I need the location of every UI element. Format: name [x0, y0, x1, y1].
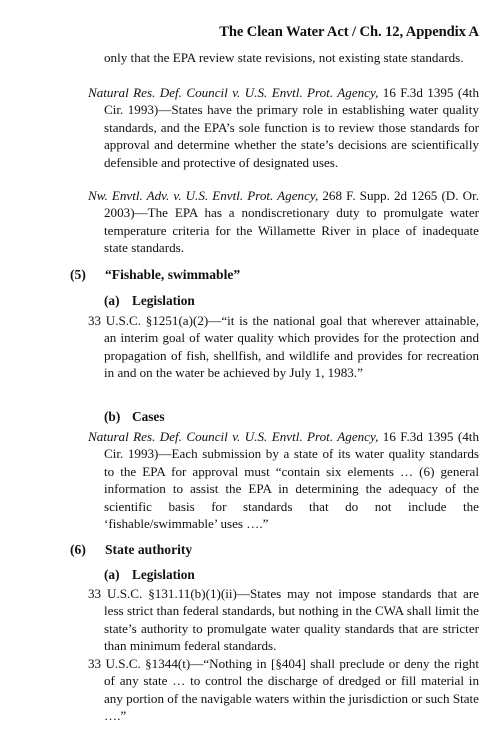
statute-annotation — [88, 585, 479, 655]
running-head: The Clean Water Act / Ch. 12, Appendix A — [219, 24, 479, 40]
case-text: 16 F.3d 1395 (4th Cir. 1993)—States have the primary role in establishing water quality standards, and the EPA’s sole function is to review those standards for approval and determine whether the state’s decisions are scientifically defensible and protective of designated uses. — [104, 85, 479, 170]
subsection-number: (a) — [104, 293, 120, 308]
subsection-heading — [104, 408, 165, 425]
case-name: Natural Res. Def. Council v. U.S. Envtl. Prot. Agency, — [88, 429, 379, 444]
statute-annotation — [88, 312, 479, 382]
subsection-heading — [104, 292, 195, 309]
case-name: Nw. Envtl. Adv. v. U.S. Envtl. Prot. Agency, — [88, 188, 319, 203]
subsection-title: Cases — [132, 409, 165, 424]
paragraph-text: only that the EPA review state revisions, not existing state standards. — [104, 50, 464, 65]
case-annotation — [88, 428, 479, 532]
subsection-title: Legislation — [132, 567, 195, 582]
case-annotation — [88, 187, 479, 257]
statute-text: 33 U.S.C. §1344(t)—“Nothing in [§404] shall preclude or deny the right of any state … to control the discharge of dredged or fill material in any portion of the navigable waters within the jurisdiction or such State ….” — [88, 656, 479, 724]
subsection-title: Legislation — [132, 293, 195, 308]
section-number: (6) — [70, 542, 86, 557]
subsection-number: (a) — [104, 567, 120, 582]
section-heading — [70, 541, 192, 558]
case-name: Natural Res. Def. Council v. U.S. Envtl. Prot. Agency, — [88, 85, 379, 100]
statute-annotation — [88, 655, 479, 725]
section-title: State authority — [105, 542, 193, 557]
section-number: (5) — [70, 267, 86, 282]
case-text: 268 F. Supp. 2d 1265 (D. Or. 2003)—The EPA has a nondiscretionary duty to promulgate water temperature criteria for the Willamette River in place of inadequate state standards. — [104, 188, 480, 256]
section-heading — [70, 266, 240, 283]
subsection-heading — [104, 566, 195, 583]
section-title: “Fishable, swimmable” — [105, 267, 241, 282]
case-text: 16 F.3d 1395 (4th Cir. 1993)—Each submission by a state of its water quality standards to the EPA for approval must “contain six elements … (6) general information to assist the EPA in determining the adequacy of the scientific basis for standards that do not include the ‘fishable/swimmable’ uses ….” — [104, 429, 479, 532]
paragraph-continuation — [104, 49, 479, 66]
statute-text: 33 U.S.C. §131.11(b)(1)(ii)—States may not impose standards that are less strict than federal standards, but nothing in the CWA shall limit the state’s authority to promulgate water quality standards that are stricter than minimum federal standards. — [88, 586, 479, 654]
case-annotation — [88, 84, 479, 171]
subsection-number: (b) — [104, 409, 121, 424]
statute-text: 33 U.S.C. §1251(a)(2)—“it is the national goal that wherever attainable, an interim goal of water quality which provides for the protection and propagation of fish, shellfish, and wildlife and provides for recreation in and on the water be achieved by July 1, 1983.” — [88, 313, 479, 381]
